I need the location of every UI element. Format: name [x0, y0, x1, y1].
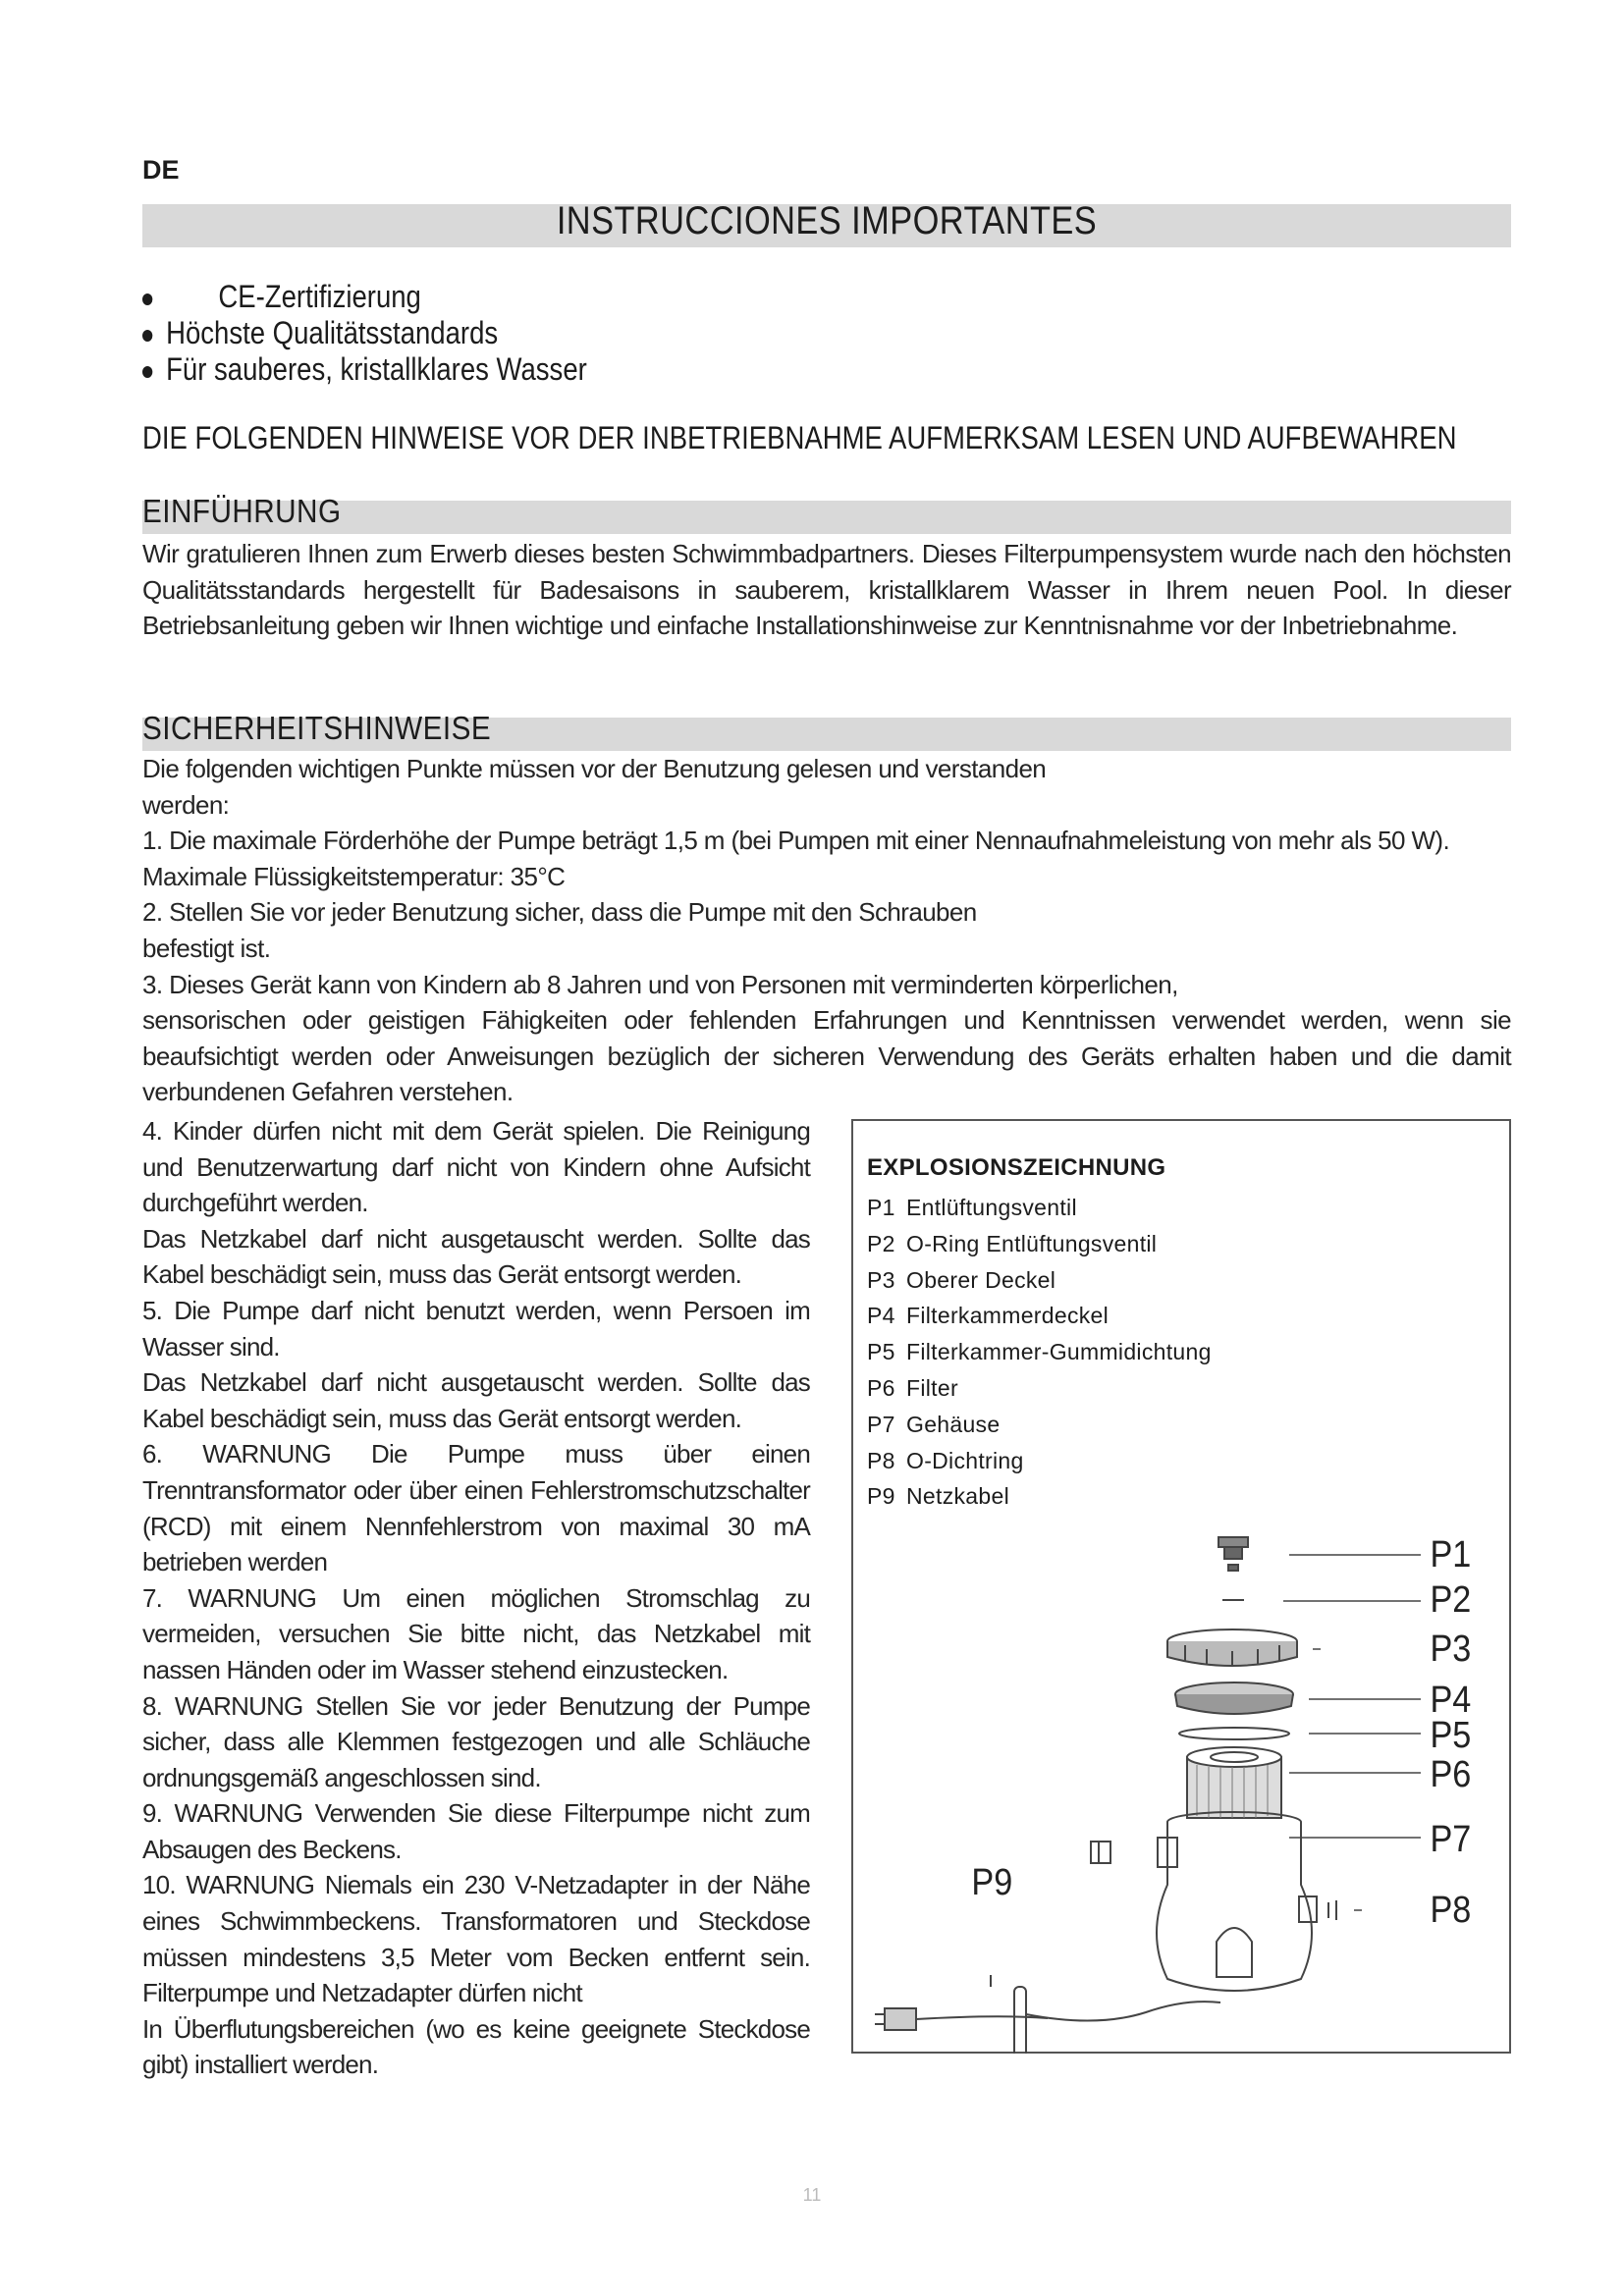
- safety-item3-continued: sensorischen oder geistigen Fähigkeiten oder fehlenden Erfahrungen und Kenntnissen verwendet werden, wenn sie beaufsichtigt werden oder Anweisungen bezüglich der sicheren Verwendung des Geräts erhalten haben und die damit verbundenen Gefahren verstehen.: [142, 1005, 1511, 1107]
- feature-list: [142, 279, 660, 388]
- safety-line: 2. Stellen Sie vor jeder Benutzung sicher, dass die Pumpe mit den Schrauben: [142, 897, 977, 928]
- callout-p1: P1: [1430, 1532, 1472, 1575]
- safety-line: befestigt ist.: [142, 933, 271, 963]
- part-item: P1 Entlüftungsventil: [867, 1195, 1077, 1220]
- feature-item: Höchste Qualitätsstandards: [142, 315, 587, 351]
- exploded-view-title: EXPLOSIONSZEICHNUNG: [867, 1154, 1166, 1181]
- part-item: P2 O-Ring Entlüftungsventil: [867, 1230, 1158, 1256]
- safety-heading: SICHERHEITSHINWEISE: [142, 710, 492, 746]
- safety-line: werden:: [142, 789, 230, 820]
- part-item: P6 Filter: [867, 1374, 958, 1401]
- top-lid-drawing: [1167, 1629, 1297, 1667]
- safety-paragraph: 7. WARNUNG Um einen möglichen Stromschlag zu vermeiden, versuchen Sie bitte nicht, das Netzkabel mit nassen Händen oder im Wasser stehend einzustecken.: [142, 1582, 810, 1684]
- part-item: P3 Oberer Deckel: [867, 1266, 1056, 1293]
- safety-paragraph: Das Netzkabel darf nicht ausgetauscht werden. Sollte das Kabel beschädigt sein, muss das Gerät entsorgt werden.: [142, 1367, 810, 1433]
- safety-line: 3. Dieses Gerät kann von Kindern ab 8 Jahren und von Personen mit verminderten körperlichen,: [142, 969, 1178, 999]
- intro-heading: EINFÜHRUNG: [142, 493, 342, 529]
- exploded-diagram: [851, 1119, 1511, 2054]
- safety-paragraph: 9. WARNUNG Verwenden Sie diese Filterpumpe nicht zum Absaugen des Beckens.: [142, 1798, 810, 1864]
- callout-p8: P8: [1430, 1888, 1472, 1931]
- intro-text: Wir gratulieren Ihnen zum Erwerb dieses besten Schwimmbadpartners. Dieses Filterpumpensystem wurde nach den höchsten Qualitätsstandards hergestellt für Badesaisons in sauberem, kristallklarem Wasser in Ihrem neuen Pool. In dieser Betriebsanleitung geben wir Ihnen wichtige und einfache Installationshinweise zur Kenntnisnahme vor der Inbetriebnahme.: [142, 539, 1511, 641]
- pump-housing-drawing: [1091, 1812, 1336, 1991]
- language-code: DE: [142, 155, 180, 185]
- safety-paragraph: 5. Die Pumpe darf nicht benutzt werden, wenn Persoen im Wasser sind.: [142, 1295, 810, 1362]
- page-title: INSTRUCCIONES IMPORTANTES: [556, 199, 1098, 242]
- filter-cartridge-drawing: [1187, 1747, 1281, 1818]
- gasket-drawing: [1179, 1728, 1289, 1739]
- safety-paragraph: 6. WARNUNG Die Pumpe muss über einen Trenntransformator oder über einen Fehlerstromschutzschalter (RCD) mit einem Nennfehlerstrom von maximal 30 mA betrieben werden: [142, 1439, 810, 1577]
- feature-item: CE-Zertifizierung: [142, 279, 587, 315]
- callout-p5: P5: [1430, 1713, 1472, 1756]
- safety-line: Maximale Flüssigkeitstemperatur: 35°C: [142, 861, 566, 891]
- safety-paragraph: 8. WARNUNG Stellen Sie vor jeder Benutzung der Pumpe sicher, dass alle Klemmen festgezogen und alle Schläuche ordnungsgemäß angeschlossen sind.: [142, 1690, 810, 1792]
- safety-intro-lines: [142, 751, 1449, 1002]
- intro-heading-bar: [142, 501, 1511, 534]
- safety-paragraph: 4. Kinder dürfen nicht mit dem Gerät spielen. Die Reinigung und Benutzerwartung darf nicht von Kindern ohne Aufsicht durchgeführt werden.: [142, 1116, 810, 1218]
- callout-p2: P2: [1430, 1577, 1472, 1621]
- page-number: 11: [802, 2185, 822, 2205]
- safety-paragraph: 10. WARNUNG Niemals ein 230 V-Netzadapter in der Nähe eines Schwimmbeckens. Transformatoren und Steckdose müssen mindestens 3,5 Meter vom Becken entfernt sein. Filterpumpe und Netzadapter dürfen nicht: [142, 1870, 810, 2008]
- part-item: P9 Netzkabel: [867, 1483, 1009, 1510]
- chamber-lid-drawing: [1175, 1682, 1293, 1714]
- part-item: P5 Filterkammer-Gummidichtung: [867, 1339, 1212, 1365]
- callout-p7: P7: [1430, 1817, 1472, 1860]
- safety-line: Die folgenden wichtigen Punkte müssen vor der Benutzung gelesen und verstanden: [142, 754, 1047, 783]
- vent-valve-drawing: [1218, 1537, 1248, 1571]
- bullet-icon: [142, 330, 152, 342]
- callout-p4: P4: [1430, 1678, 1472, 1721]
- callout-p3: P3: [1430, 1627, 1472, 1670]
- leader-lines: [1283, 1555, 1421, 1910]
- power-cable-drawing: [875, 1975, 1220, 2054]
- safety-paragraph: Das Netzkabel darf nicht ausgetauscht werden. Sollte das Kabel beschädigt sein, muss das Gerät entsorgt werden.: [142, 1223, 810, 1290]
- safety-paragraph: In Überflutungsbereichen (wo es keine geeignete Steckdose gibt) installiert werden.: [142, 2013, 810, 2080]
- callout-p6: P6: [1430, 1752, 1472, 1795]
- safety-column: [142, 1113, 810, 2083]
- callout-p9: P9: [971, 1860, 1013, 1903]
- part-item: P8 O-Dichtring: [867, 1447, 1024, 1473]
- feature-item: Für sauberes, kristallklares Wasser: [142, 351, 587, 388]
- safety-line: 1. Die maximale Förderhöhe der Pumpe beträgt 1,5 m (bei Pumpen mit einer Nennaufnahmeleistung von mehr als 50 W).: [142, 826, 1450, 856]
- part-item: P7 Gehäuse: [867, 1411, 1001, 1437]
- bullet-icon: [142, 366, 152, 378]
- bullet-icon: [142, 294, 152, 305]
- read-notice: DIE FOLGENDEN HINWEISE VOR DER INBETRIEBNAHME AUFMERKSAM LESEN UND AUFBEWAHREN: [142, 420, 1457, 455]
- part-item: P4 Filterkammerdeckel: [867, 1303, 1110, 1329]
